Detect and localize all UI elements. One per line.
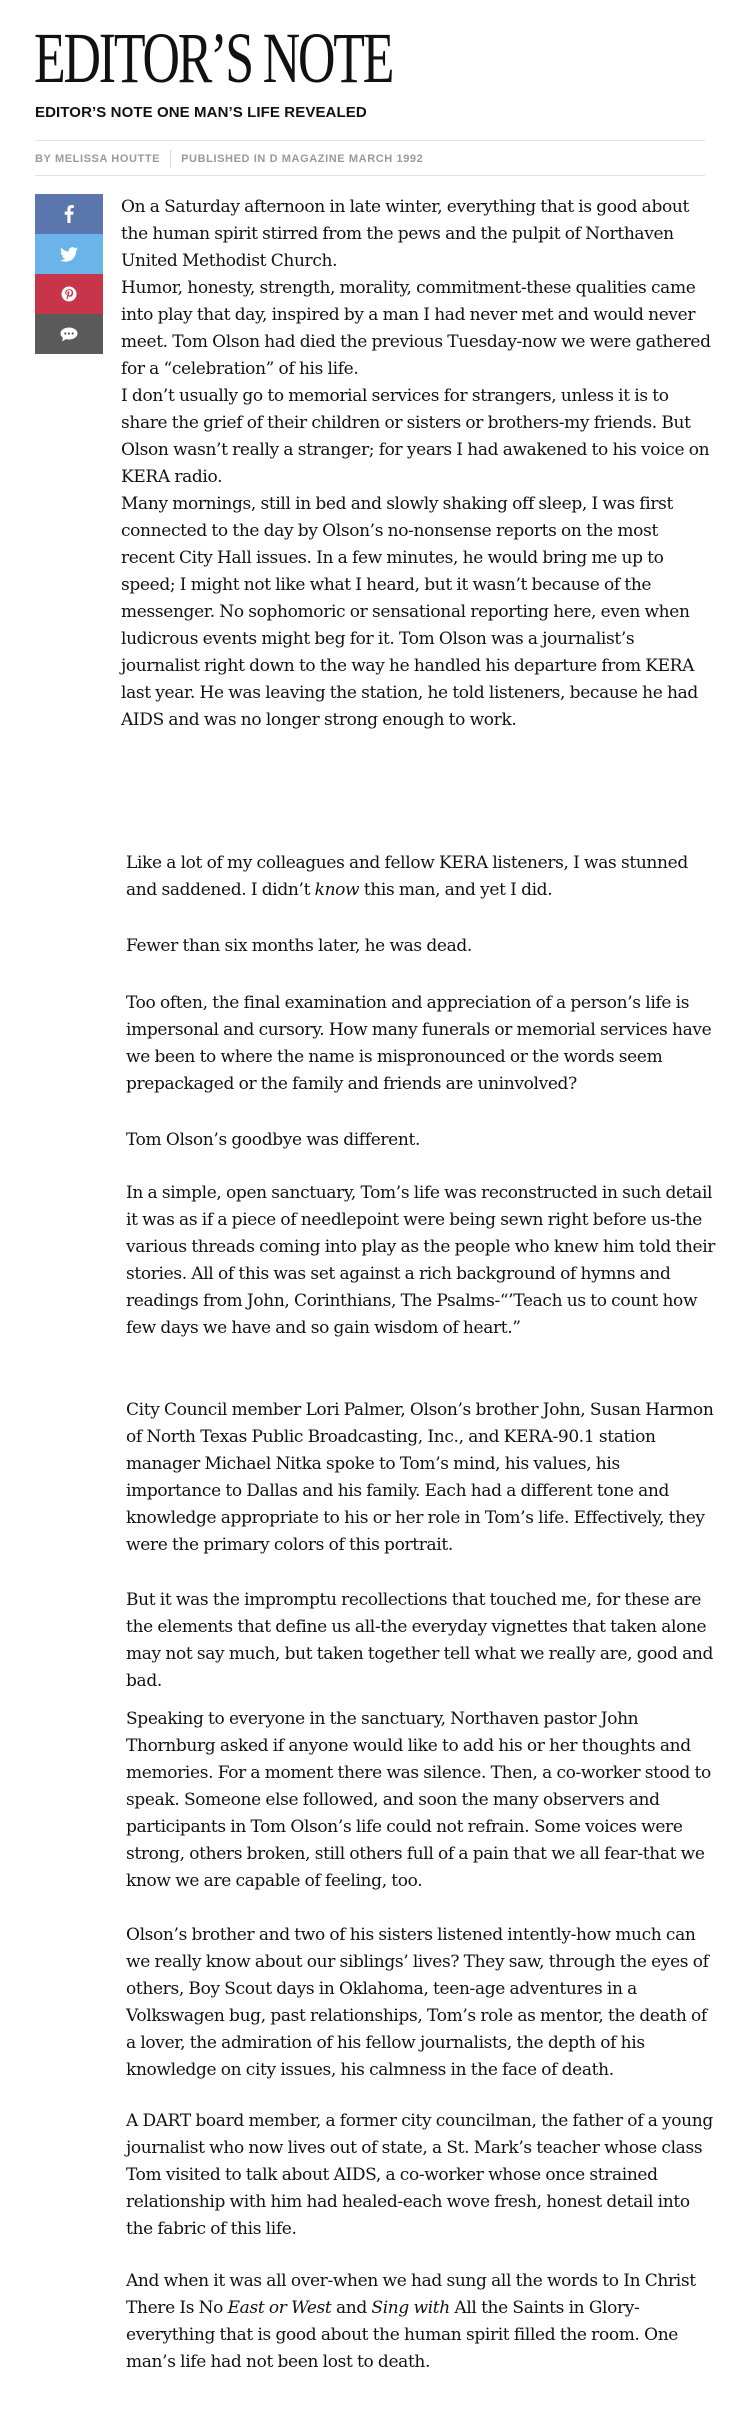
byline-author[interactable]: BY MELISSA HOUTTE [35,153,161,165]
byline [35,150,423,168]
paragraph-text: this man, and yet I did. [359,880,553,900]
paragraph: Speaking to everyone in the sanctuary, Northaven pastor John Thornburg asked if anyone would like to add his or her thoughts and memories. For a moment there was silence. Then, a co-worker stood to speak. Someone else followed, and soon the many observers and participants in Tom Olson’s life could not refrain. Some voices were strong, others broken, still others full of a pain that we all fear-that we know we are capable of feeling, too. [126,1709,711,1891]
paragraph-text: Like a lot of my colleagues and fellow KERA listeners, I was stunned and saddened. I didn’t [126,853,688,900]
social-share-bar [35,194,103,354]
paragraph: Fewer than six months later, he was dead. [126,936,472,956]
paragraph-text: And when it was all over-when we had sung all the words to In Christ There Is No [126,2271,696,2318]
paragraph: But it was the impromptu recollections that touched me, for these are the elements that define us all-the everyday vignettes that taken alone may not say much, but taken together tell what we really are, good and bad. [126,1590,714,1691]
paragraph: Humor, honesty, strength, morality, commitment-these qualities came into play that day, inspired by a man I had never met and would never meet. Tom Olson had died the previous Tuesday-now we were gathered for a “celebration” of his life. [121,278,711,379]
paragraph [126,850,716,904]
byline-published: PUBLISHED IN D MAGAZINE MARCH 1992 [181,153,424,165]
pinterest-share-button[interactable] [35,274,103,314]
paragraph: In a simple, open sanctuary, Tom’s life was reconstructed in such detail it was as if a piece of needlepoint were being sewn right before us-the various threads coming into play as the people who knew him told their stories. All of this was set against a rich background of hymns and readings from John, Corinthians, The Psalms-“’Teach us to count how few days we have and so gain wisdom of heart.” [126,1183,716,1338]
emphasis-know: know [314,880,360,900]
paragraph-text: and [331,2298,372,2318]
byline-separator [170,150,171,168]
article-subtitle: EDITOR’S NOTE ONE MAN’S LIFE REVEALED [35,104,367,121]
comment-icon [60,327,78,342]
header-divider-bottom [35,175,705,176]
paragraph: I don’t usually go to memorial services for strangers, unless it is to share the grief of their children or sisters or brothers-my friends. But Olson wasn’t really a stranger; for years I had awakened to his voice on KERA radio. [121,386,710,487]
paragraph: A DART board member, a former city councilman, the father of a young journalist who now lives out of state, a St. Mark’s teacher whose class Tom visited to talk about AIDS, a co-worker whose once strained relationship with him had healed-each wove fresh, honest detail into the fabric of this life. [126,2111,713,2239]
twitter-share-button[interactable] [35,234,103,274]
paragraph: On a Saturday afternoon in late winter, everything that is good about the human spirit stirred from the pews and the pulpit of Northaven United Methodist Church. [121,197,689,271]
paragraph: City Council member Lori Palmer, Olson’s brother John, Susan Harmon of North Texas Public Broadcasting, Inc., and KERA-90.1 station manager Michael Nitka spoke to Tom’s mind, his values, his importance to Dallas and his family. Each had a different tone and knowledge appropriate to his or her role in Tom’s life. Effectively, they were the primary colors of this portrait. [126,1400,714,1555]
pinterest-icon [61,286,77,302]
facebook-icon [64,205,74,223]
hymn-title-emphasis: Sing with [371,2298,450,2318]
paragraph: Tom Olson’s goodbye was different. [126,1130,421,1150]
paragraph [126,2268,716,2376]
comment-button[interactable] [35,314,103,354]
hymn-title-emphasis: East or West [227,2298,332,2318]
page-title: EDITOR’S NOTE [34,18,393,98]
twitter-icon [60,247,78,262]
facebook-share-button[interactable] [35,194,103,234]
paragraph: Too often, the final examination and appreciation of a person’s life is impersonal and cursory. How many funerals or memorial services have we been to where the name is mispronounced or the words seem prepackaged or the family and friends are uninvolved? [126,993,712,1094]
paragraph-text: All the Saints in Glory-everything that is good about the human spirit filled the room. One man’s life had not been lost to death. [126,2298,679,2372]
paragraph: Many mornings, still in bed and slowly shaking off sleep, I was first connected to the day by Olson’s no-nonsense reports on the most recent City Hall issues. In a few minutes, he would bring me up to speed; I might not like what I heard, but it wasn’t because of the messenger. No sophomoric or sensational reporting here, even when ludicrous events might beg for it. Tom Olson was a journalist’s journalist right down to the way he handled his departure from KERA last year. He was leaving the station, he told listeners, because he had AIDS and was no longer strong enough to work. [121,494,698,730]
header-divider-top [35,140,705,141]
paragraph: Olson’s brother and two of his sisters listened intently-how much can we really know about our siblings’ lives? They saw, through the eyes of others, Boy Scout days in Oklahoma, teen-age adventures in a Volkswagen bug, past relationships, Tom’s role as mentor, the death of a lover, the admiration of his fellow journalists, the depth of his knowledge on city issues, his calmness in the face of death. [126,1925,709,2080]
